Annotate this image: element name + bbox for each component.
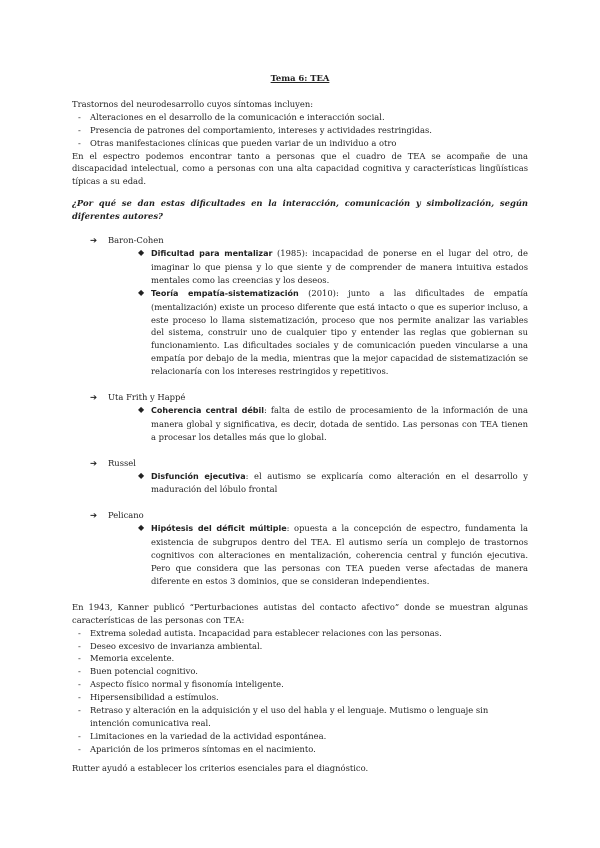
- arrow-icon: ➔: [90, 510, 98, 521]
- author-frith-happe: [72, 391, 528, 404]
- list-item: - Deseo excesivo de invarianza ambiental.: [72, 640, 528, 653]
- diamond-bullet-icon: ◆: [138, 247, 145, 257]
- author-name: Russel: [108, 457, 136, 468]
- author-name: Baron-Cohen: [108, 235, 164, 246]
- list-item: - Aparición de los primeros síntomas en el nacimiento.: [72, 743, 528, 756]
- page-title: Tema 6: TEA: [270, 73, 330, 83]
- term-description: : falta de estilo de procesamiento de la información de una manera global y significativa, es decir, dotada de sentido. Las personas con TEA tienen a procesar los detalles más que lo global.: [151, 404, 528, 442]
- list-item: - Buen potencial cognitivo.: [72, 665, 528, 678]
- term-description: (2010): junto a las dificultades de empatía (mentalización) existe un proceso diferente que está intacto o que es superior incluso, a este proceso lo llama sistematización, proceso que nos permite analizar las variables del sistema, construir uno de cualquier tipo y entender las reglas que gobiernan su funcionamiento. Las dificultades sociales y de comunicación pueden vincularse a una empatía por debajo de la media, mientras que la mejor capacidad de sistematización se relacionaría con los intereses restringidos y repetitivos.: [151, 287, 529, 377]
- intro-paragraph: Trastornos del neurodesarrollo cuyos síntomas incluyen:: [72, 98, 314, 109]
- list-item: - Memoria excelente.: [72, 652, 528, 665]
- term: Dificultad para mentalizar: [151, 248, 273, 258]
- term-description: : opuesta a la concepción de espectro, fundamenta la existencia de subgrupos dentro del TEA. El autismo sería un complejo de trastornos cognitivos con alteraciones en mentalización, coherencia central y función ejecutiva. Pero que considera que las personas con TEA pueden verse afectadas de manera diferente en estos 3 dominios, que se consideran independientes.: [151, 523, 528, 586]
- kanner-list: [72, 627, 528, 756]
- list-item: - Limitaciones en la variedad de la actividad espontánea.: [72, 730, 528, 743]
- author-russel: [72, 457, 528, 470]
- arrow-icon: ➔: [90, 235, 98, 246]
- author-name: Pelicano: [108, 510, 144, 521]
- term-description: (1985): incapacidad de ponerse en el lugar del otro, de imaginar lo que piensa y lo que siente y de comprender de manera intuitiva estados mentales como las creencias y los deseos.: [151, 247, 528, 285]
- list-item: - Hipersensibilidad a estímulos.: [72, 691, 528, 704]
- diamond-bullet-icon: ◆: [138, 523, 145, 533]
- author-pelicano: [72, 509, 528, 522]
- list-item: - Aspecto físico normal y fisonomía inteligente.: [72, 678, 528, 691]
- list-item: - Retraso y alteración en la adquisición y el uso del habla y el lenguaje. Mutismo o lenguaje sin intención comunicativa real.: [72, 704, 528, 730]
- author-baron-cohen: [72, 234, 528, 247]
- bullet-item: [72, 470, 528, 497]
- diamond-bullet-icon: ◆: [138, 470, 145, 480]
- kanner-paragraph: En 1943, Kanner publicó “Perturbaciones autistas del contacto afectivo” donde se muestran algunas características de las personas con TEA:: [72, 601, 528, 625]
- list-item: - Alteraciones en el desarrollo de la comunicación e interacción social.: [72, 111, 528, 124]
- bullet-item: [72, 404, 528, 444]
- list-item: - Otras manifestaciones clínicas que pueden variar de un individuo a otro: [72, 137, 528, 150]
- term: Hipótesis del déficit múltiple: [151, 524, 287, 534]
- rutter-paragraph: Rutter ayudó a establecer los criterios esenciales para el diagnóstico.: [72, 762, 369, 773]
- spectrum-paragraph: En el espectro podemos encontrar tanto a personas que el cuadro de TEA se acompañe de una discapacidad intelectual, como a personas con una alta capacidad cognitiva y características lingüísticas típicas a su edad.: [72, 150, 528, 187]
- bullet-item: [72, 247, 528, 287]
- arrow-icon: ➔: [90, 392, 98, 403]
- author-name: Uta Frith y Happé: [108, 392, 186, 403]
- symptoms-list: [72, 111, 528, 150]
- arrow-icon: ➔: [90, 457, 98, 468]
- term: Disfunción ejecutiva: [151, 471, 246, 481]
- diamond-bullet-icon: ◆: [138, 404, 145, 414]
- bullet-item: [72, 287, 528, 378]
- term: Teoría empatía-sistematización: [151, 288, 299, 298]
- term-description: : el autismo se explicaría como alteración en el desarrollo y maduración del lóbulo frontal: [151, 470, 529, 495]
- diamond-bullet-icon: ◆: [138, 287, 145, 297]
- list-item: - Extrema soledad autista. Incapacidad para establecer relaciones con las personas.: [72, 627, 528, 640]
- list-item: - Presencia de patrones del comportamiento, intereses y actividades restringidas.: [72, 124, 528, 137]
- bullet-item: [72, 522, 528, 588]
- term: Coherencia central débil: [151, 405, 264, 415]
- question-heading: ¿Por qué se dan estas dificultades en la interacción, comunicación y simbolización, según diferentes autores?: [72, 198, 528, 222]
